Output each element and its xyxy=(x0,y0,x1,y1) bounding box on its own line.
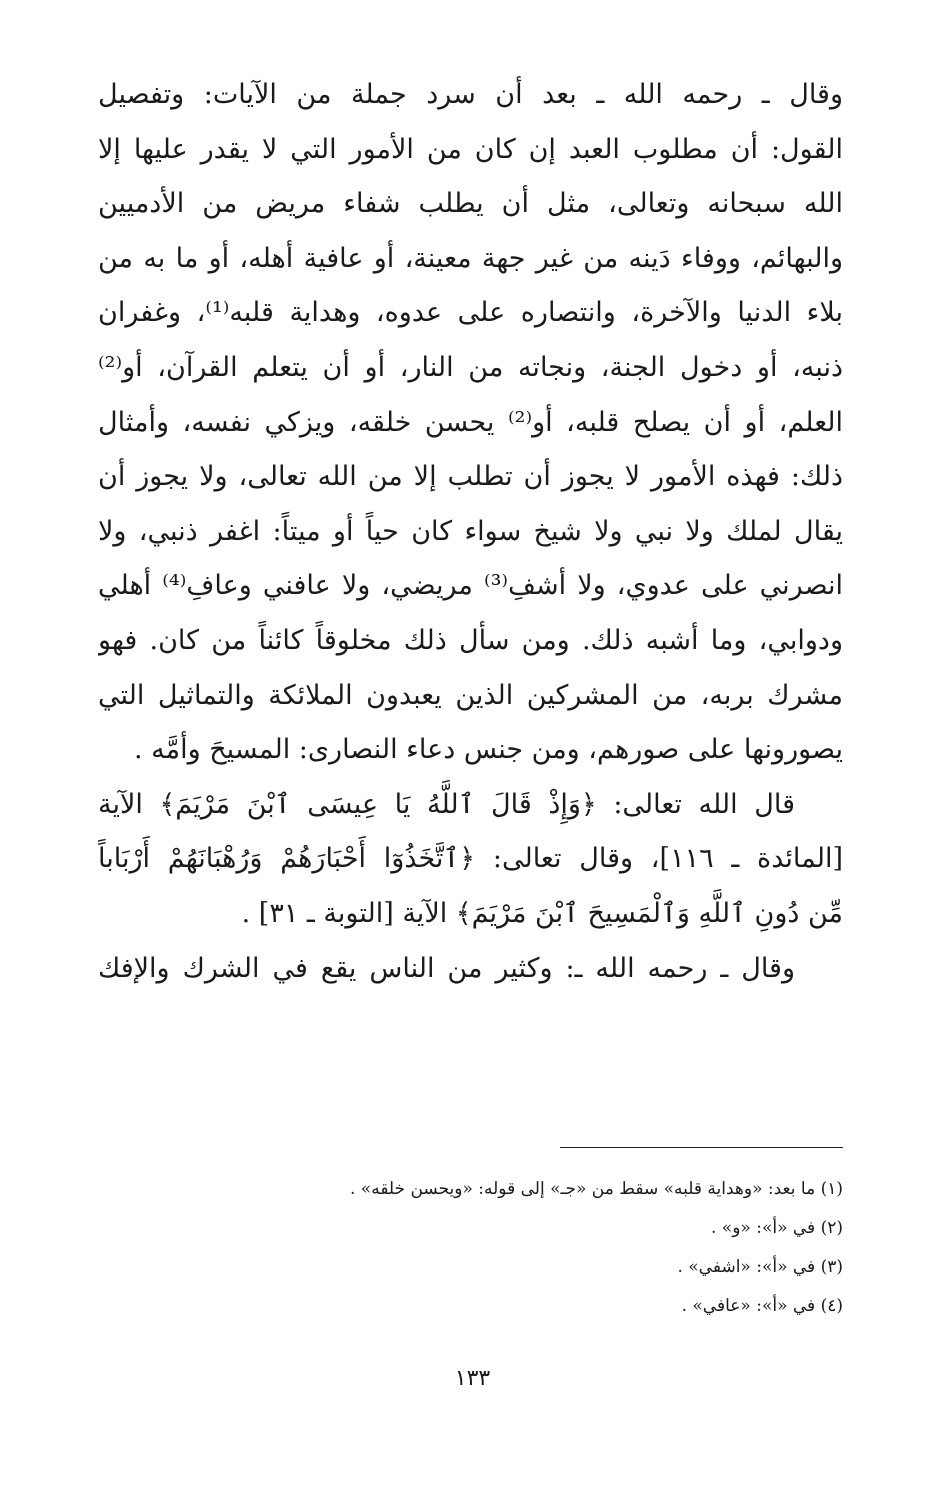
text-line: والبهائم، ووفاء دَينه من غير جهة معينة، أو عافية أهله، أو ما به من xyxy=(98,242,843,274)
text-line: يصورونها على صورهم، ومن جنس دعاء النصارى: المسيحَ وأمَّه . xyxy=(134,734,843,766)
text-line: بلاء الدنيا والآخرة، وانتصاره على عدوه، وهداية قلبه⁽¹⁾، وغفران xyxy=(98,297,843,329)
footnotes xyxy=(98,1170,843,1326)
footnote: (٤) في «أ»: «عافي» . xyxy=(681,1296,843,1316)
text-line: العلم، أو أن يصلح قلبه، أو⁽²⁾ يحسن خلقه، ويزكي نفسه، وأمثال xyxy=(98,406,843,438)
footnote-divider xyxy=(560,1147,843,1148)
main-text xyxy=(98,68,843,996)
text-line: ودوابي، وما أشبه ذلك. ومن سأل ذلك مخلوقاً كائناً من كان. فهو xyxy=(98,624,843,656)
text-line: قال الله تعالى: ﴿وَإِذْ قَالَ ٱللَّهُ يَا عِيسَى ٱبْنَ مَرْيَمَ﴾ الآية xyxy=(98,788,795,820)
text-line: القول: أن مطلوب العبد إن كان من الأمور التي لا يقدر عليها إلا xyxy=(98,133,843,165)
footnote: (١) ما بعد: «وهداية قلبه» سقط من «جـ» إلى قوله: «ويحسن خلقه» . xyxy=(350,1179,843,1199)
text-line: ذنبه، أو دخول الجنة، ونجاته من النار، أو أن يتعلم القرآن، أو⁽²⁾ xyxy=(98,351,843,383)
footnote: (٣) في «أ»: «اشفي» . xyxy=(677,1257,843,1277)
footnote: (٢) في «أ»: «و» . xyxy=(711,1218,843,1238)
text-line: وقال ـ رحمه الله ـ بعد أن سرد جملة من الآيات: وتفصيل xyxy=(98,79,843,110)
text-line: مشرك بربه، من المشركين الذين يعبدون الملائكة والتماثيل التي xyxy=(98,679,843,711)
text-line: مِّن دُونِ ٱللَّهِ وَٱلْمَسِيحَ ٱبْنَ مَرْيَمَ﴾ الآية [التوبة ـ ٣١] . xyxy=(241,897,843,929)
text-line: انصرني على عدوي، ولا أشفِ⁽³⁾ مريضي، ولا عافني وعافِ⁽⁴⁾ أهلي xyxy=(98,570,843,602)
text-line: الله سبحانه وتعالى، مثل أن يطلب شفاء مريض من الأدميين xyxy=(98,188,843,220)
text-line: [المائدة ـ ١١٦]، وقال تعالى: ﴿ٱتَّخَذُوٓا أَحْبَارَهُمْ وَرُهْبَانَهُمْ أَرْبَاباً xyxy=(98,843,843,875)
text-line: ذلك: فهذه الأمور لا يجوز أن تطلب إلا من الله تعالى، ولا يجوز أن xyxy=(98,461,843,493)
text-line: يقال لملك ولا نبي ولا شيخ سواء كان حياً أو ميتاً: اغفر ذنبي، ولا xyxy=(98,515,843,547)
page-number: ١٣٣ xyxy=(454,1366,491,1391)
text-line: وقال ـ رحمه الله ـ: وكثير من الناس يقع في الشرك والإفك xyxy=(98,952,795,984)
